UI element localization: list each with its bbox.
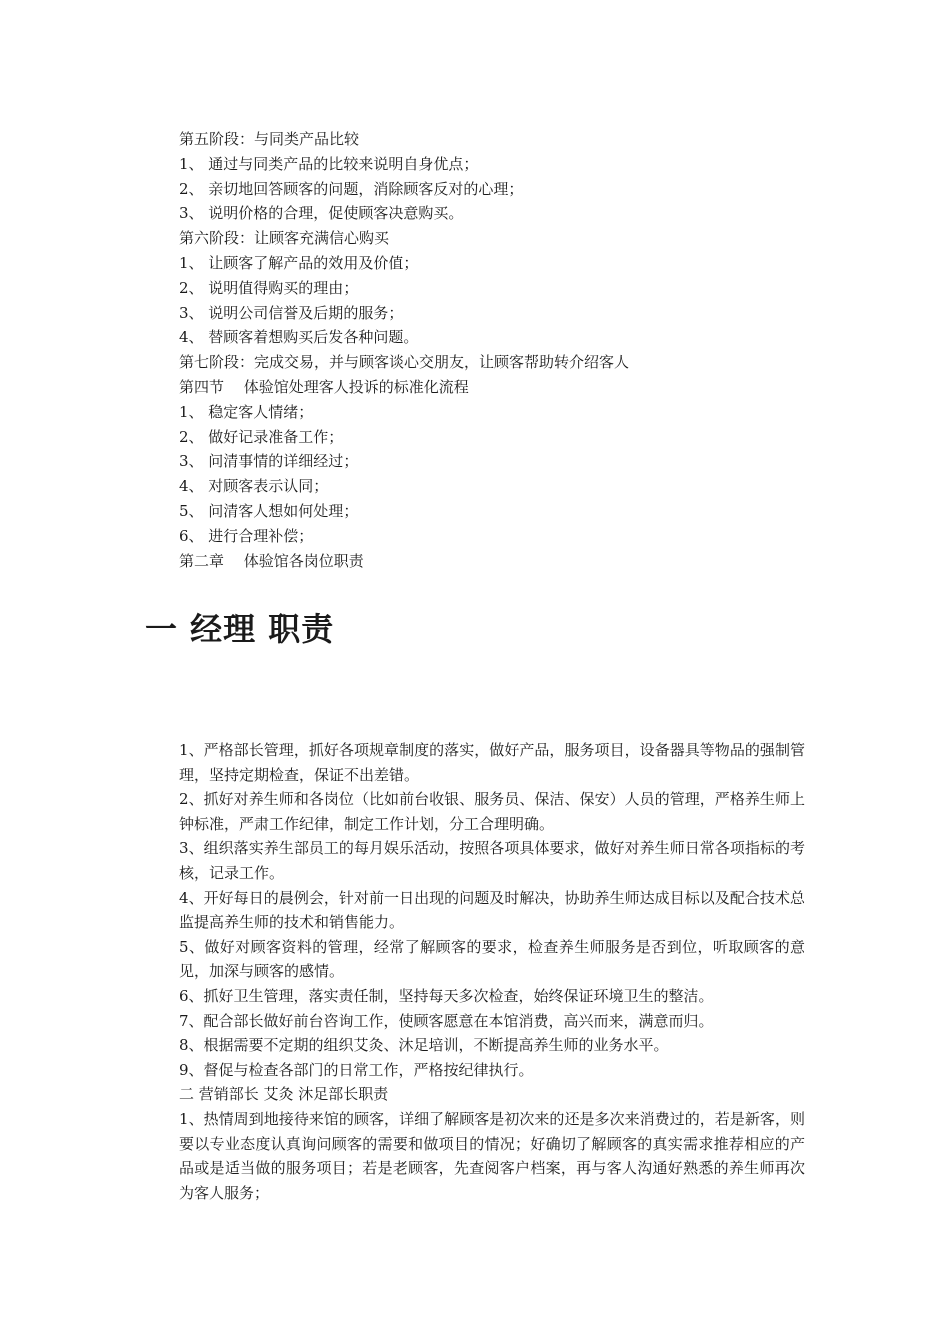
- text-line: 2、 亲切地回答顾客的问题，消除顾客反对的心理；: [179, 179, 524, 198]
- text-line: 3、 说明价格的合理，促使顾客决意购买。: [179, 204, 464, 223]
- paragraph: 1、严格部长管理，抓好各项规章制度的落实，做好产品，服务项目，设备器具等物品的强制管理，坚持定期检查，保证不出差错。: [179, 741, 805, 784]
- text-line: 4、 替顾客着想购买后发各种问题。: [179, 328, 419, 347]
- paragraph: 2、抓好对养生师和各岗位（比如前台收银、服务员、保洁、保安）人员的管理，严格养生师上钟标准，严肃工作纪律，制定工作计划，分工合理明确。: [179, 790, 805, 833]
- text-line: 1、 让顾客了解产品的效用及价值；: [179, 253, 419, 272]
- text-line: 第二章 体验馆各岗位职责: [179, 551, 364, 570]
- text-line: 第四节 体验馆处理客人投诉的标准化流程: [179, 377, 469, 396]
- section-sales-stages: [179, 127, 819, 573]
- paragraph: 7、配合部长做好前台咨询工作，使顾客愿意在本馆消费，高兴而来，满意而归。: [179, 1011, 714, 1030]
- text-line: 第五阶段：与同类产品比较: [179, 130, 360, 148]
- paragraph: 1、热情周到地接待来馆的顾客，详细了解顾客是初次来的还是多次来消费过的，若是新客，则要以专业态度认真询问顾客的需要和做项目的情况；好确切了解顾客的真实需求推荐相应的产品或是适当做的服务项目；若是老顾客，先查阅客户档案，再与客人沟通好熟悉的养生师再次为客人服务；: [179, 1109, 805, 1202]
- text-line: 2、 说明值得购买的理由；: [179, 278, 359, 297]
- section-heading: 一 经理 职责: [145, 610, 335, 648]
- text-line: 2、 做好记录准备工作；: [179, 427, 344, 446]
- text-line: 第六阶段：让顾客充满信心购买: [179, 229, 390, 248]
- text-line: 第七阶段：完成交易，并与顾客谈心交朋友，让顾客帮助转介绍客人: [179, 353, 630, 372]
- paragraph: 6、抓好卫生管理，落实责任制，坚持每天多次检查，始终保证环境卫生的整洁。: [179, 986, 714, 1005]
- text-line: 3、 说明公司信誉及后期的服务；: [179, 303, 404, 322]
- text-line: 3、 问清事情的详细经过；: [179, 452, 359, 471]
- text-line: 4、 对顾客表示认同；: [179, 477, 329, 496]
- section-manager-duties: [179, 738, 805, 1205]
- text-line: 1、 稳定客人情绪；: [179, 402, 314, 421]
- paragraph: 5、做好对顾客资料的管理，经常了解顾客的要求，检查养生师服务是否到位，听取顾客的意见，加深与顾客的感情。: [179, 937, 805, 981]
- paragraph: 3、组织落实养生部员工的每月娱乐活动，按照各项具体要求，做好对养生师日常各项指标的考核，记录工作。: [179, 839, 805, 882]
- subsection-title: 二 营销部长 艾灸 沐足部长职责: [179, 1085, 389, 1104]
- paragraph: 8、根据需要不定期的组织艾灸、沐足培训，不断提高养生师的业务水平。: [179, 1036, 669, 1055]
- text-line: 1、 通过与同类产品的比较来说明自身优点；: [179, 154, 479, 173]
- paragraph: 4、开好每日的晨例会，针对前一日出现的问题及时解决，协助养生师达成目标以及配合技术总监提高养生师的技术和销售能力。: [179, 888, 805, 932]
- text-line: 5、 问清客人想如何处理；: [179, 501, 359, 520]
- text-line: 6、 进行合理补偿；: [179, 526, 314, 545]
- paragraph: 9、督促与检查各部门的日常工作，严格按纪律执行。: [179, 1060, 534, 1079]
